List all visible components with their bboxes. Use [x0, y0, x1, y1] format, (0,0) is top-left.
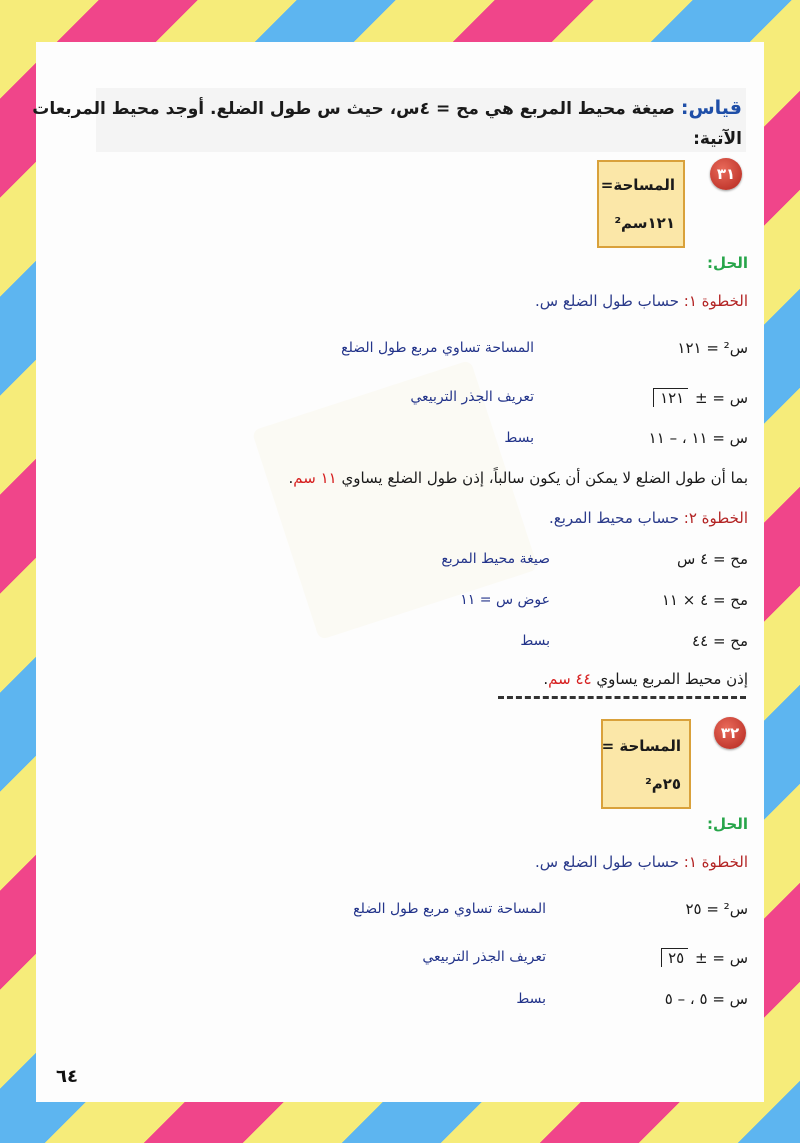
- conclusion-text: بما أن طول الضلع لا يمكن أن يكون سالباً، إذن طول الضلع يساوي: [341, 469, 748, 487]
- page-number: ٦٤: [56, 1066, 78, 1087]
- question-line-1: [32, 93, 742, 124]
- area-label: المساحة=: [600, 176, 675, 194]
- equation-note: بسط: [504, 430, 534, 446]
- sqrt-radicand: ٢٥: [661, 948, 688, 967]
- solution-label: الحل:: [707, 815, 748, 833]
- equation-note: المساحة تساوي مربع طول الضلع: [341, 340, 534, 356]
- equation-left: س = ±: [695, 389, 748, 407]
- equation-note: صيغة محيط المربع: [441, 551, 550, 567]
- question-text: صيغة محيط المربع هي مح = ٤س، حيث س طول الضلع. أوجد محيط المربعات: [32, 99, 675, 119]
- conclusion-line: [288, 469, 748, 487]
- conclusion-value: ١١ سم: [293, 469, 337, 487]
- equation-note: تعريف الجذر التربيعي: [422, 949, 546, 965]
- equation: مح = ٤٤: [692, 632, 748, 650]
- equation-note: المساحة تساوي مربع طول الضلع: [353, 901, 546, 917]
- conclusion-end: .: [543, 670, 549, 688]
- equation: مح = ٤ × ١١: [661, 591, 748, 609]
- equation: س = ١١ ، – ١١: [648, 429, 748, 447]
- conclusion-value: ٤٤ سم: [548, 670, 592, 688]
- equation: س = ٥ ، – ٥: [664, 990, 748, 1008]
- area-box: [601, 719, 691, 809]
- equation: س² = ٢٥: [685, 900, 748, 918]
- equation-note: بسط: [516, 991, 546, 1007]
- step-description: حساب محيط المربع.: [549, 509, 679, 527]
- step-1-heading: [535, 853, 748, 871]
- sqrt-radicand: ١٢١: [653, 388, 688, 407]
- equation-left: س = ±: [695, 949, 748, 967]
- equation-note: تعريف الجذر التربيعي: [410, 389, 534, 405]
- area-value: ١٢١سم²: [614, 214, 675, 232]
- equation-note: عوض س = ١١: [460, 592, 550, 608]
- equation-note: بسط: [520, 633, 550, 649]
- problem-number-badge: ٣٢: [714, 717, 746, 749]
- step-title: الخطوة ٢:: [683, 509, 748, 527]
- step-title: الخطوة ١:: [683, 853, 748, 871]
- question-keyword: قياس:: [680, 97, 742, 119]
- section-divider: [498, 696, 746, 699]
- problem-number-badge: ٣١: [710, 158, 742, 190]
- conclusion-line: [543, 670, 748, 688]
- area-value: ٢٥م²: [645, 775, 681, 793]
- area-box: [597, 160, 685, 248]
- area-label: المساحة =: [601, 737, 681, 755]
- conclusion-text: إذن محيط المربع يساوي: [596, 670, 748, 688]
- question-line-2: الآتية:: [693, 129, 742, 149]
- step-description: حساب طول الضلع س.: [534, 292, 679, 310]
- step-2-heading: [549, 509, 748, 527]
- equation: مح = ٤ س: [677, 550, 748, 568]
- equation: س² = ١٢١: [677, 339, 748, 357]
- equation-sqrt: [661, 948, 748, 967]
- conclusion-end: .: [288, 469, 294, 487]
- equation-sqrt: [653, 388, 748, 407]
- step-title: الخطوة ١:: [683, 292, 748, 310]
- step-1-heading: [535, 292, 748, 310]
- solution-label: الحل:: [707, 254, 748, 272]
- step-description: حساب طول الضلع س.: [534, 853, 679, 871]
